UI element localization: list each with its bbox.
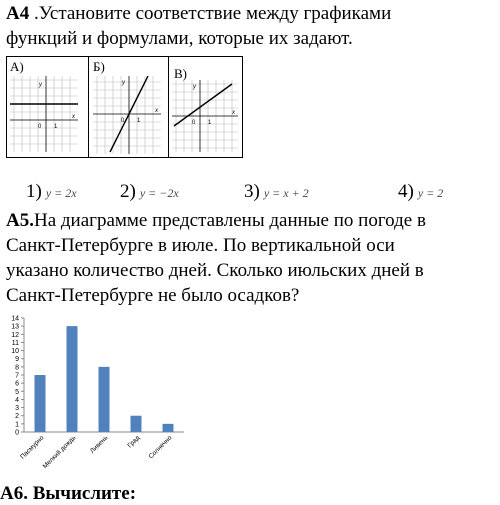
bar-1 bbox=[67, 326, 78, 432]
x-category-label: Ливень bbox=[88, 434, 110, 455]
y-tick-label: 5 bbox=[15, 388, 19, 396]
svg-text:x: x bbox=[232, 110, 235, 116]
graphs-separator bbox=[88, 56, 89, 158]
svg-text:0: 0 bbox=[38, 124, 42, 130]
y-tick-label: 6 bbox=[15, 380, 19, 388]
y-tick-label: 2 bbox=[15, 413, 19, 421]
bar-2 bbox=[99, 367, 110, 432]
x-category-label: Солнечно bbox=[147, 434, 174, 461]
svg-text:1: 1 bbox=[137, 118, 141, 124]
svg-text:0: 0 bbox=[192, 120, 196, 126]
svg-text:0: 0 bbox=[121, 118, 125, 124]
a6-text: А6. Вычислите: bbox=[0, 483, 137, 504]
y-tick-label: 10 bbox=[11, 348, 19, 356]
y-tick-label: 11 bbox=[11, 339, 19, 347]
svg-text:y: y bbox=[122, 80, 125, 86]
a5-text-line-3: указано количество дней. Сколько июльских дней в bbox=[6, 260, 424, 281]
y-tick-label: 3 bbox=[15, 405, 19, 413]
y-tick-label: 13 bbox=[11, 323, 19, 331]
a4-text-line-1: A4 .Установите соответствие между графиками bbox=[6, 3, 392, 24]
a5-text-line-1: А5.На диаграмме представлены данные по погоде в bbox=[6, 210, 426, 231]
a4-text-line-2: функций и формулами, которые их задают. bbox=[6, 28, 353, 49]
graph-label-a: А) bbox=[10, 59, 24, 74]
y-tick-label: 9 bbox=[15, 356, 19, 364]
bar-4 bbox=[163, 424, 174, 432]
graph-c bbox=[172, 80, 238, 152]
formula-option-4: 4) y = 2 bbox=[398, 181, 444, 202]
formula-option-1: 1) y = 2x bbox=[26, 181, 77, 202]
y-tick-label: 8 bbox=[15, 364, 19, 372]
y-tick-label: 12 bbox=[11, 331, 19, 339]
formula-option-3: 3) y = x + 2 bbox=[244, 181, 309, 202]
x-category-label: Град bbox=[126, 434, 142, 450]
svg-text:y: y bbox=[39, 82, 42, 88]
graph-a bbox=[10, 76, 78, 152]
bar-0 bbox=[35, 375, 46, 432]
a4-number: A4 bbox=[6, 3, 30, 24]
y-tick-label: 14 bbox=[11, 315, 19, 323]
y-tick-label: 7 bbox=[15, 372, 19, 380]
y-tick-label: 1 bbox=[15, 421, 19, 429]
svg-text:y: y bbox=[193, 84, 196, 90]
a5-number: А5. bbox=[6, 210, 34, 231]
y-tick-label: 4 bbox=[15, 396, 19, 404]
graph-label-b: Б) bbox=[93, 59, 105, 74]
bar-3 bbox=[131, 416, 142, 432]
y-tick-label: 0 bbox=[15, 429, 19, 437]
a5-text-line-2: Санкт-Петербурге в июле. По вертикальной оси bbox=[6, 235, 395, 256]
svg-text:x: x bbox=[155, 108, 158, 114]
svg-text:x: x bbox=[72, 114, 75, 120]
formula-option-2: 2) y = −2x bbox=[120, 181, 179, 202]
x-category-label: Пасмурно bbox=[19, 434, 46, 461]
svg-text:1: 1 bbox=[208, 120, 212, 126]
graphs-separator bbox=[168, 56, 169, 158]
x-category-label: Мелкий дождь bbox=[41, 434, 78, 471]
svg-text:1: 1 bbox=[54, 124, 58, 130]
graph-label-c: В) bbox=[174, 66, 187, 81]
a5-text-line-4: Санкт-Петербурге не было осадков? bbox=[6, 285, 300, 306]
graph-b bbox=[93, 76, 161, 154]
weather-bar-chart bbox=[0, 310, 190, 482]
